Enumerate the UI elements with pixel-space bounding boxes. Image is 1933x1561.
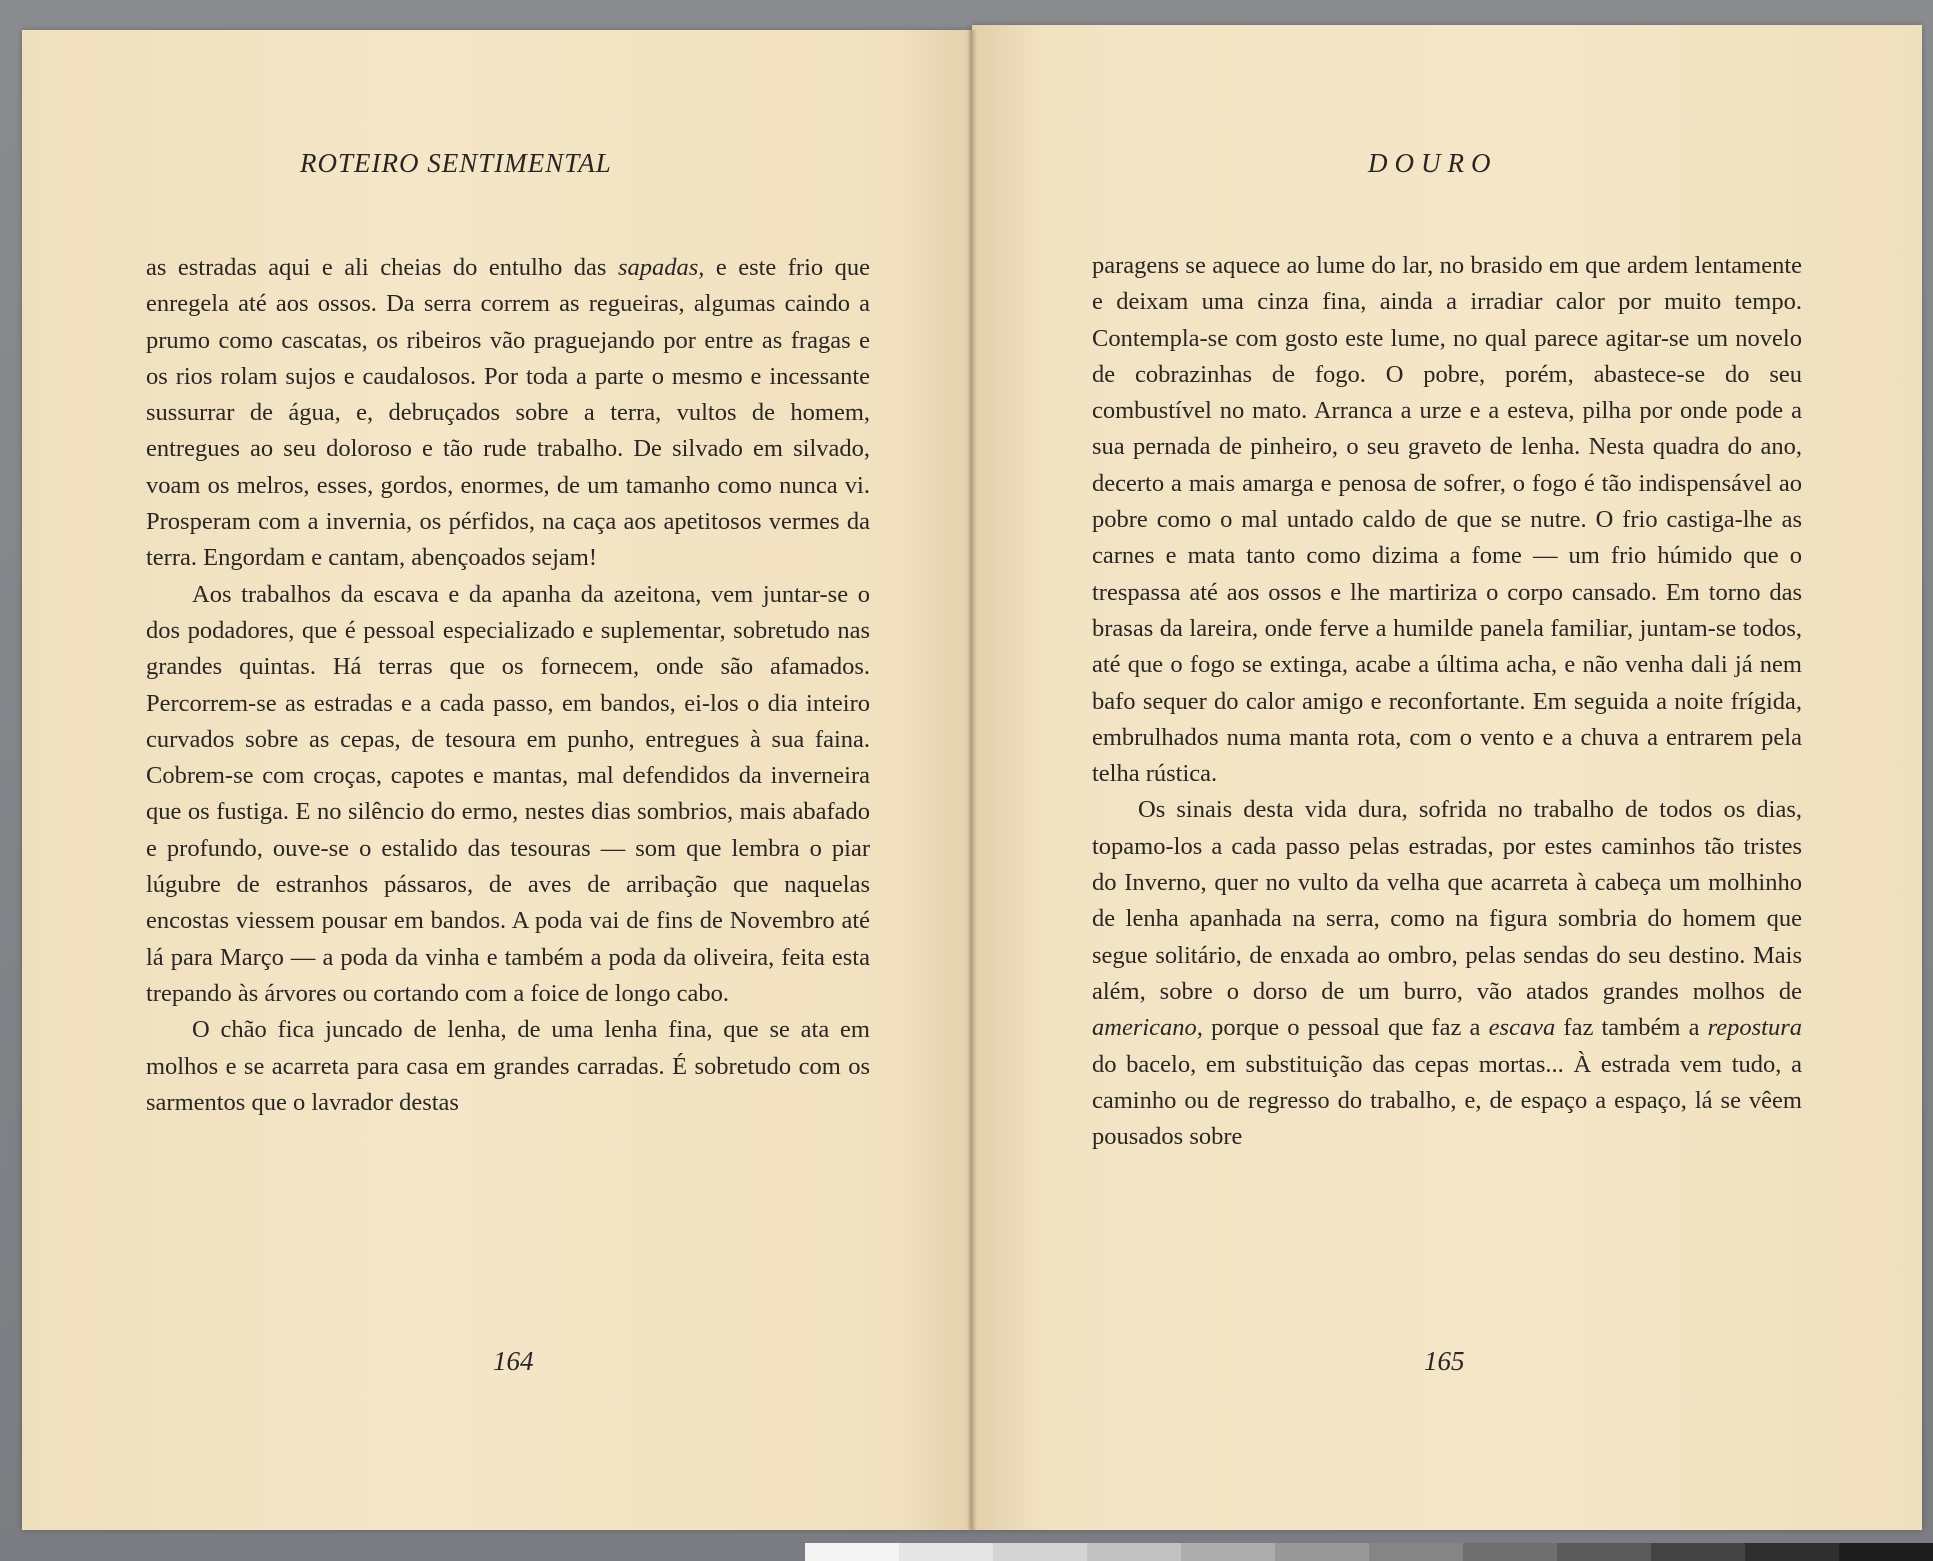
- calibration-patch: [993, 1543, 1087, 1561]
- calibration-patch: [1181, 1543, 1275, 1561]
- scan-calibration-strip: [805, 1543, 1933, 1561]
- left-paragraph-1: [146, 250, 870, 577]
- right-page-text: [1092, 248, 1802, 1155]
- calibration-patch: [805, 1543, 899, 1561]
- left-paragraph-2: Aos trabalhos da escava e da apanha da azeitona, vem juntar-se o dos podadores, que é pessoal especializado e suplementar, sobretudo nas grandes quintas. Há terras que os fornecem, onde são afamados. Percorrem-se as estradas e a cada passo, em bandos, ei-los o dia inteiro curvados sobre as cepas, de tesoura em punho, entregues à sua faina. Cobrem-se com croças, capotes e mantas, mal defendidos da inverneira que os fustiga. E no silêncio do ermo, nestes dias sombrios, mais abafado e profundo, ouve-se o estalido das tesouras — som que lembra o piar lúgubre de estranhos pássaros, de aves de arribação que naquelas encostas viessem pousar em bandos. A poda vai de fins de Novembro até lá para Março — a poda da vinha e também a poda da oliveira, feita esta trepando às árvores ou cortando com a foice de longo cabo.: [146, 580, 870, 1007]
- book-gutter: [967, 30, 977, 1530]
- right-paragraph-1: paragens se aquece ao lume do lar, no brasido em que ardem lentamente e deixam uma cinza fina, ainda a irradiar calor por muito tempo. Contempla-se com gosto este lume, no qual parece agitar-se um novelo de cobrazinhas de fogo. O pobre, porém, abastece-se do seu combustível no mato. Arranca a urze e a esteva, pilha por onde pode a sua pernada de pinheiro, o seu graveto de lenha. Nesta quadra do ano, decerto a mais amarga e penosa de sofrer, o fogo é tão indispensável ao pobre como o mal untado caldo de que se nutre. O frio castiga-lhe as carnes e mata tanto como dizima a fome — um frio húmido que o trespassa até aos ossos e lhe martiriza o corpo cansado. Em torno das brasas da lareira, onde ferve a humilde panela familiar, juntam-se todos, até que o fogo se extinga, acabe a última acha, e não venha dali já nem bafo sequer do calor amigo e reconfortante. Em seguida a noite frígida, embrulhados numa manta rota, com o vento e a chuva a entrarem pela telha rústica.: [1092, 252, 1802, 788]
- right-page-number: 165: [1424, 1346, 1465, 1376]
- left-page-number: 164: [493, 1346, 534, 1376]
- italic-term-sapadas: sapadas,: [617, 254, 705, 281]
- right-paragraph-2-part-2: porque o pessoal que faz a: [1202, 1014, 1489, 1042]
- left-paragraph-1-start: as estradas aqui e ali cheias do entulho das: [146, 254, 618, 281]
- calibration-patch: [1087, 1543, 1181, 1561]
- right-paragraph-2-part-3: faz também a: [1555, 1014, 1708, 1042]
- right-running-head: DOURO: [1368, 148, 1498, 178]
- left-paragraph-3: O chão fica juncado de lenha, de uma lenha fina, que se ata em molhos e se acarreta para casa em grandes carradas. É sobretudo com os sarmentos que o lavrador destas: [146, 1016, 870, 1116]
- calibration-patch: [1463, 1543, 1557, 1561]
- calibration-patch: [1839, 1543, 1933, 1561]
- calibration-patch: [899, 1543, 993, 1561]
- calibration-patch: [1275, 1543, 1369, 1561]
- calibration-patch: [1369, 1543, 1463, 1561]
- left-page-text: [146, 250, 870, 1121]
- italic-term-repostura: repostura: [1707, 1014, 1802, 1042]
- left-running-head: ROTEIRO SENTIMENTAL: [300, 148, 612, 178]
- right-paragraph-2-part-4: do bacelo, em substituição das cepas mortas... À estrada vem tudo, a caminho ou de regresso do trabalho, e, de espaço a espaço, lá se vêem pousados sobre: [1092, 1050, 1802, 1151]
- right-paragraph-2: [1092, 792, 1802, 1155]
- italic-term-americano: americano,: [1092, 1014, 1203, 1042]
- right-paragraph-2-part-1: Os sinais desta vida dura, sofrida no trabalho de todos os dias, topamo-los a cada passo pelas estradas, por estes caminhos tão tristes do Inverno, quer no vulto da velha que acarreta à cabeça um molhinho de lenha apanhada na serra, como na figura sombria do homem que segue solitário, de enxada ao ombro, pelas sendas do seu destino. Mais além, sobre o dorso de um burro, vão atados grandes molhos de: [1092, 796, 1802, 1005]
- italic-term-escava: escava: [1488, 1014, 1556, 1042]
- left-paragraph-1-end: e este frio que enregela até aos ossos. Da serra correm as regueiras, algumas caindo a prumo como cascatas, os ribeiros vão praguejando por entre as fragas e os rios rolam sujos e caudalosos. Por toda a parte o mesmo e incessante sussurrar de água, e, debruçados sobre a terra, vultos de homem, entregues ao seu doloroso e tão rude trabalho. De silvado em silvado, voam os melros, esses, gordos, enormes, de um tamanho como nunca vi. Prosperam com a invernia, os pérfidos, na caça aos apetitosos vermes da terra. Engordam e cantam, abençoados sejam!: [146, 254, 870, 572]
- calibration-patch: [1651, 1543, 1745, 1561]
- calibration-patch: [1745, 1543, 1839, 1561]
- calibration-patch: [1557, 1543, 1651, 1561]
